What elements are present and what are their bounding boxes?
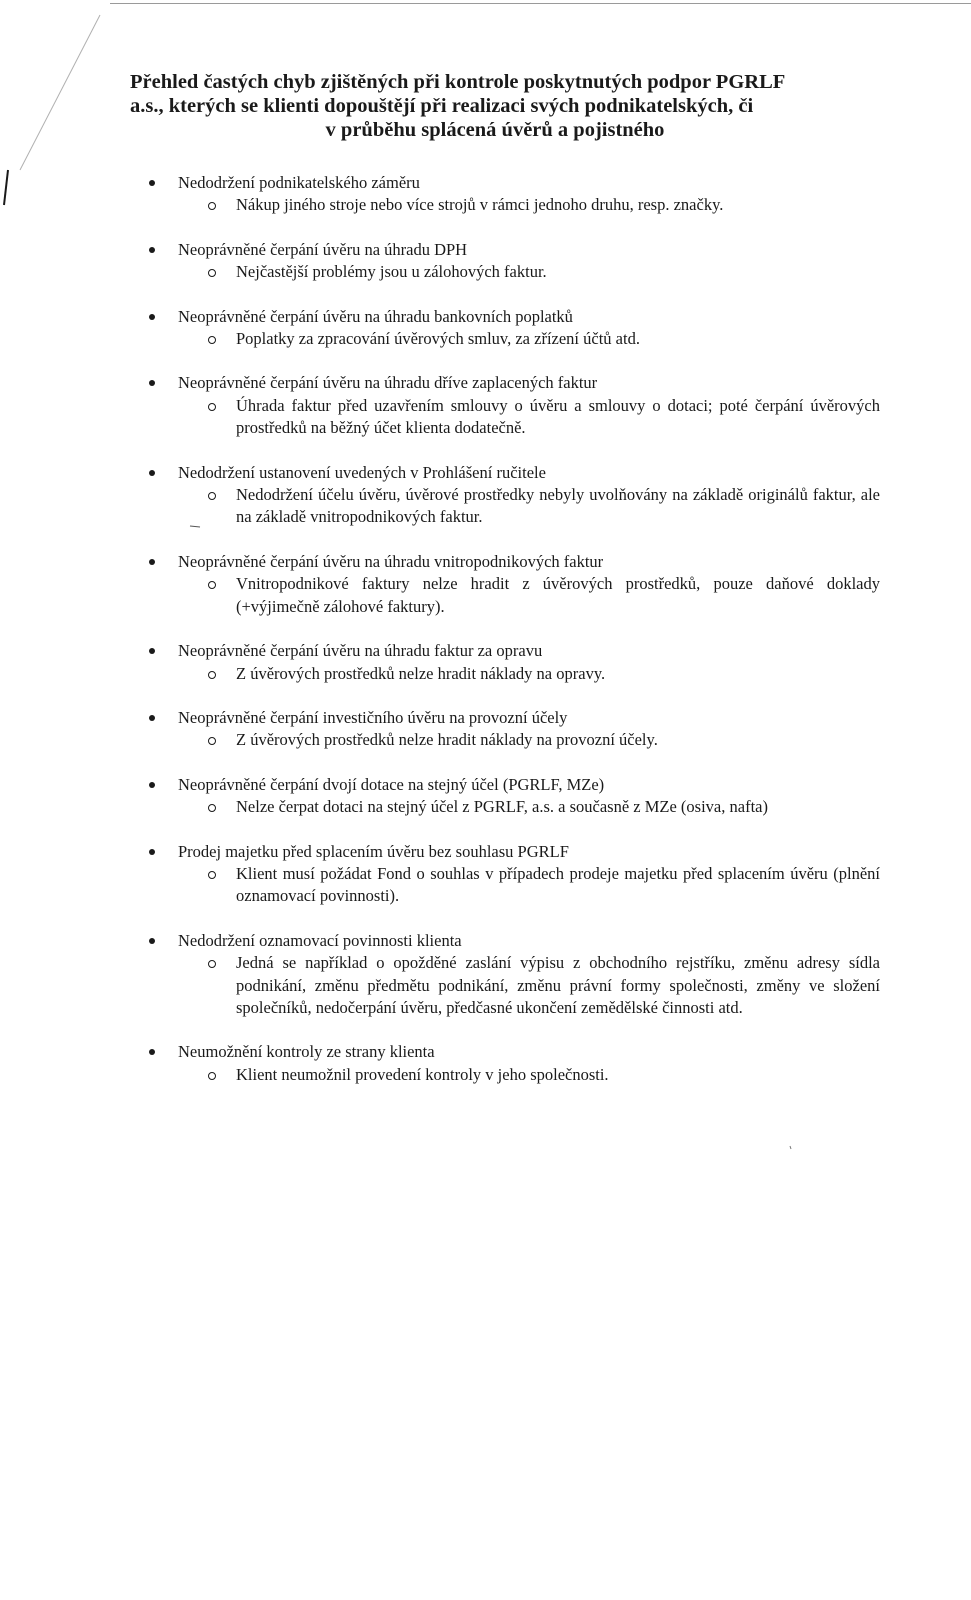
item-detail: Z úvěrových prostředků nelze hradit náklady na provozní účely. [236, 730, 658, 750]
title-line-2: a.s., kterých se klienti dopouštějí při realizaci svých podnikatelských, či [130, 95, 754, 117]
item-heading: Neoprávněné čerpání úvěru na úhradu bankovních poplatků [178, 306, 573, 326]
title-line-3: v průběhu splácená úvěrů a pojistného [325, 119, 665, 141]
item-detail: Z úvěrových prostředků nelze hradit náklady na opravy. [236, 663, 606, 683]
item-heading: Nedodržení ustanovení uvedených v Prohlášení ručitele [178, 462, 546, 482]
item-detail: Klient musí požádat Fond o souhlas v případech prodeje majetku před splacením úvěru (plnění oznamovací povinnosti). [236, 863, 880, 906]
item-detail: Úhrada faktur před uzavřením smlouvy o úvěru a smlouvy o dotaci; poté čerpání úvěrových prostředků na běžný účet klienta dodatečně. [236, 395, 880, 438]
item-heading: Nedodržení oznamovací povinnosti klienta [178, 930, 462, 950]
item-heading: Neumožnění kontroly ze strany klienta [178, 1042, 435, 1062]
item-heading: Neoprávněné čerpání úvěru na úhradu dříve zaplacených faktur [178, 373, 598, 393]
item-heading: Neoprávněné čerpání úvěru na úhradu faktur za opravu [178, 641, 543, 661]
item-detail: Klient neumožnil provedení kontroly v jeho společnosti. [236, 1064, 609, 1084]
item-detail: Nákup jiného stroje nebo více strojů v rámci jednoho druhu, resp. značky. [236, 195, 724, 215]
title-line-1: Přehled častých chyb zjištěných při kontrole poskytnutých podpor PGRLF [130, 71, 786, 93]
item-heading: Neoprávněné čerpání dvojí dotace na stejný účel (PGRLF, MZe) [178, 774, 605, 794]
item-detail: Poplatky za zpracování úvěrových smluv, za zřízení účtů atd. [236, 329, 640, 349]
item-heading: Neoprávněné čerpání úvěru na úhradu DPH [178, 239, 468, 259]
item-detail: Nelze čerpat dotaci na stejný účel z PGRLF, a.s. a současně z MZe (osiva, nafta) [236, 797, 768, 817]
item-detail: Nejčastější problémy jsou u zálohových faktur. [236, 262, 547, 282]
item-detail: Vnitropodnikové faktury nelze hradit z úvěrových prostředků, pouze daňové doklady (+výjimečně zálohové faktury). [236, 574, 880, 616]
item-heading: Neoprávněné čerpání úvěru na úhradu vnitropodnikových faktur [178, 551, 604, 571]
item-heading: Neoprávněné čerpání investičního úvěru na provozní účely [178, 707, 568, 727]
item-heading: Nedodržení podnikatelského záměru [178, 173, 420, 192]
item-heading: Prodej majetku před splacením úvěru bez souhlasu PGRLF [178, 841, 569, 861]
item-detail: Nedodržení účelu úvěru, úvěrové prostředky nebyly uvolňovány na základě originálů faktur, ale na základě vnitropodnikových faktur. [236, 485, 880, 527]
item-detail: Jedná se například o opožděné zaslání výpisu z obchodního rejstříku, změnu adresy sídla podnikání, změnu předmětu podnikání, změnu právní formy společnosti, změny ve složení společníků, nedočerpání úvěru, předčasné ukončení zemědělské činnosti atd. [236, 953, 880, 1017]
